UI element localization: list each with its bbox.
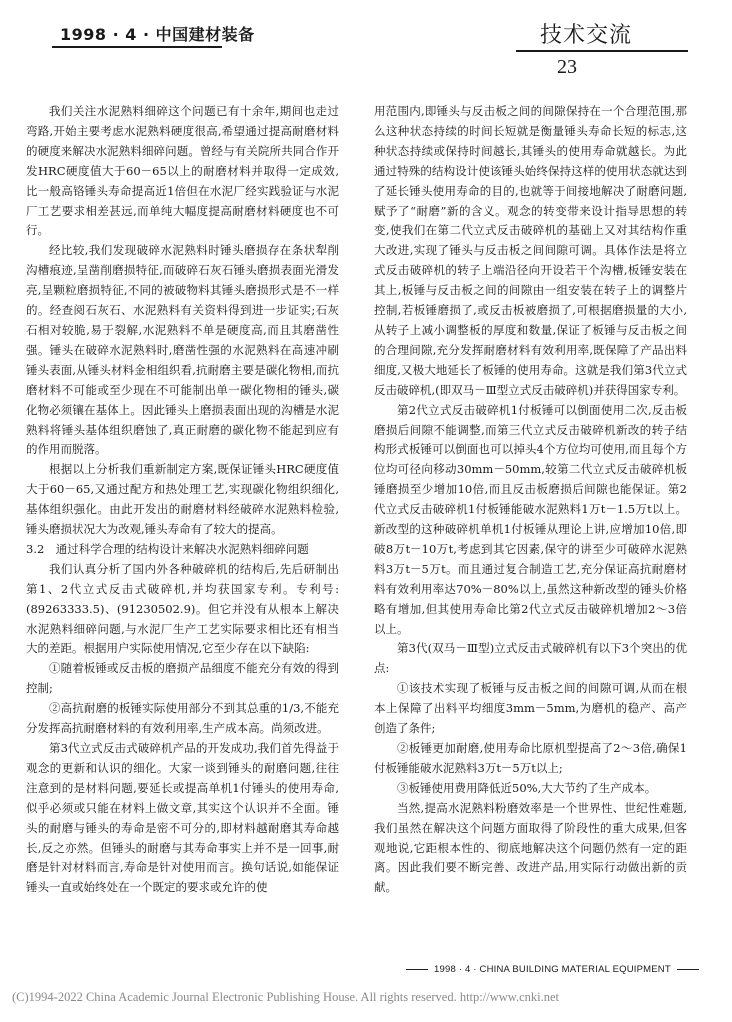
paragraph: ③板锤使用费用降低近50%,大大节约了生产成本。 xyxy=(397,780,657,795)
running-header-section: 技术交流 xyxy=(540,23,633,48)
paragraph: 第2代立式反击破碎机1付板锤可以倒面使用二次,反击板磨损后间隙不能调整,而第三代立式反击破碎机新改的转子结构形式板锤可以倒面也可以掉头4个方位均可使用,而且每个方位均可径向移动30mm－50mm,较第二代立式反击破碎机板锤磨损至少增加10倍,而且反击板磨损后间隙也能保证。第2代立式反击破碎机1付板锤能破水泥熟料1万t－1.5万t以上。新改型的这种破碎机单机1付板锤从理论上讲,应增加10倍,即破8万t－10万t,考虑到其它因素,保守的讲至少可破碎水泥熟料3万t－5万t。而且通过复合制造工艺,充分保证高抗耐磨材料有效利用率达70%－80%以上,虽然这种新改型的锤头价格略有增加,但其使用寿命比第2代立式反击破碎机增加2～3倍以上。 xyxy=(374,402,687,636)
paragraph: 用范围内,即锤头与反击板之间的间隙保持在一个合理范围,那么这种状态持续的时间长短就是衡量锤头寿命长短的标志,这种状态持续或保持时间越长,其锤头的使用寿命就越长。为此通过特殊的结构设计使该锤头始终保持这样的使用状态就达到了延长锤头使用寿命的目的,也就等于间接地解决了耐磨问题,赋予了“耐磨”新的含义。观念的转变带来设计指导思想的转变,使我们在第二代立式反击破碎机的基础上又对其结构作重大改进,实现了锤头与反击板之间间隙可调。具体作法是将立式反击破碎机的转子上端沿径向开设若干个沟槽,板锤安装在其上,板锤与反击板之间的间隙由一组安装在转子上的调整片控制,若板锤磨损了,或反击板被磨损了,可根据磨损量的大小,从转子上减小调整板的厚度和数量,保证了板锤与反击板之间的合理间隙,充分发挥耐磨材料有效利用率,既保障了产品出料细度,又极大地延长了板锤的使用寿命。这就是我们第3代立式反击破碎机,(即双马－Ⅲ型立式反击破碎机)并获得国家专利。 xyxy=(374,104,687,397)
paragraph: 我们关注水泥熟料细碎这个问题已有十余年,期间也走过弯路,开始主要考虑水泥熟料硬度很高,希望通过提高耐磨材料的硬度来解决水泥熟料细碎问题。曾经与有关院所共同合作开发HRC硬度值大于60－65以上的耐磨材料并取得一定成效,比一般高铬锤头寿命提高近1倍但在水泥厂经实践验证与水泥厂工艺要求相差甚远,而单纯大幅度提高耐磨材料硬度也不可行。 xyxy=(26,104,339,238)
copyright-watermark: (C)1994-2022 China Academic Journal Electronic Publishing House. All rights reserved. http://www.cnki.net xyxy=(12,990,560,1004)
running-header-journal: 1998 · 4 · 中国建材装备 xyxy=(60,25,255,44)
footer-rule-right xyxy=(677,969,699,970)
paragraph: ①该技术实现了板锤与反击板之间的间隙可调,从而在根本上保障了出料平均细度3mm－5mm,为磨机的稳产、高产创造了条件; xyxy=(374,681,687,736)
paragraph: ②高抗耐磨的板锤实际使用部分不到其总重的1/3,不能充分发挥高抗耐磨材料的有效利用率,生产成本高。尚须改进。 xyxy=(26,701,339,736)
paragraph: 根据以上分析我们重新制定方案,既保证锤头HRC硬度值大于60－65,又通过配方和热处理工艺,实现碳化物组织细化,基体组织强化。由此开发出的耐磨材料经破碎水泥熟料检验,锤头磨损状况大为改观,锤头寿命有了较大的提高。 xyxy=(26,462,339,537)
paragraph: ①随着板锤或反击板的磨损产品细度不能充分有效的得到控制; xyxy=(26,661,339,696)
page-number: 23 xyxy=(557,56,577,78)
paragraph: 第3代立式反击式破碎机产品的开发成功,我们首先得益于观念的更新和认识的细化。大家一谈到锤头的耐磨问题,往往注意到的是材料问题,要延长或提高单机1付锤头的使用寿命,似乎必须或只能在材料上做文章,其实这个认识并不全面。锤头的耐磨与锤头的寿命是密不可分的,即材料越耐磨其寿命越长,反之亦然。但锤头的耐磨与其寿命事实上并不是一回事,耐磨是针对材料而言,寿命是针对使用而言。换句话说,如能保证锤头一直或始终处在一个既定的要求或允许的使 xyxy=(26,741,339,895)
paragraph: 当然,提高水泥熟料粉磨效率是一个世界性、世纪性难题,我们虽然在解决这个问题方面取得了阶段性的重大成果,但客观地说,它距根本性的、彻底地解决这个问题仍然有一定的距离。因此我们要不断完善、改进产品,用实际行动做出新的贡献。 xyxy=(374,800,687,895)
section-heading: 3.2 通过科学合理的结构设计来解决水泥熟料细碎问题 xyxy=(26,541,309,556)
left-column xyxy=(26,102,339,898)
paragraph: ②板锤更加耐磨,使用寿命比原机型提高了2～3倍,确保1付板锤能破水泥熟料3万t－5万t以上; xyxy=(374,741,687,775)
footer-rule-left xyxy=(406,969,428,970)
header-rule-left xyxy=(52,46,222,48)
paragraph: 我们认真分析了国内外各种破碎机的结构后,先后研制出第1、2代立式反击式破碎机,并均获国家专利。专利号:(89263333.5)、(91230502.9)。但它并没有从根本上解决水泥熟料细碎问题,与水泥厂生产工艺实际要求相比还有相当大的差距。根据用户实际使用情况,它至少存在以下缺陷: xyxy=(26,561,339,656)
right-column xyxy=(374,102,687,898)
header-rule-right xyxy=(516,50,688,52)
footer-journal-text: 1998 · 4 · CHINA BUILDING MATERIAL EQUIPMENT xyxy=(434,964,671,975)
running-footer xyxy=(400,964,705,975)
paragraph: 经比较,我们发现破碎水泥熟料时锤头磨损存在条状犁削沟槽痕迹,呈凿削磨损特征,而破碎石灰石锤头磨损表面光滑发亮,呈颗粒磨损特征,不同的被破物料其锤头磨损形式是不一样的。经查阅石灰石、水泥熟料有关资料得到进一步证实;石灰石相对较脆,易于裂解,水泥熟料不单是硬度高,而且其磨凿性强。锤头在破碎水泥熟料时,磨凿性强的水泥熟料在高速冲刷锤头表面,从锤头材料金相组织看,抗耐磨主要是碳化物相,而抗磨材料不可能或至少现在不可能制出单一碳化物相的锤头,碳化物必须镶在基体上。因此锤头上磨损表面出现的沟槽是水泥熟料将锤头基体组织磨蚀了,真正耐磨的碳化物不能起到应有的作用而脱落。 xyxy=(26,243,339,457)
paragraph: 第3代(双马－Ⅲ型)立式反击式破碎机有以下3个突出的优点: xyxy=(374,641,687,676)
